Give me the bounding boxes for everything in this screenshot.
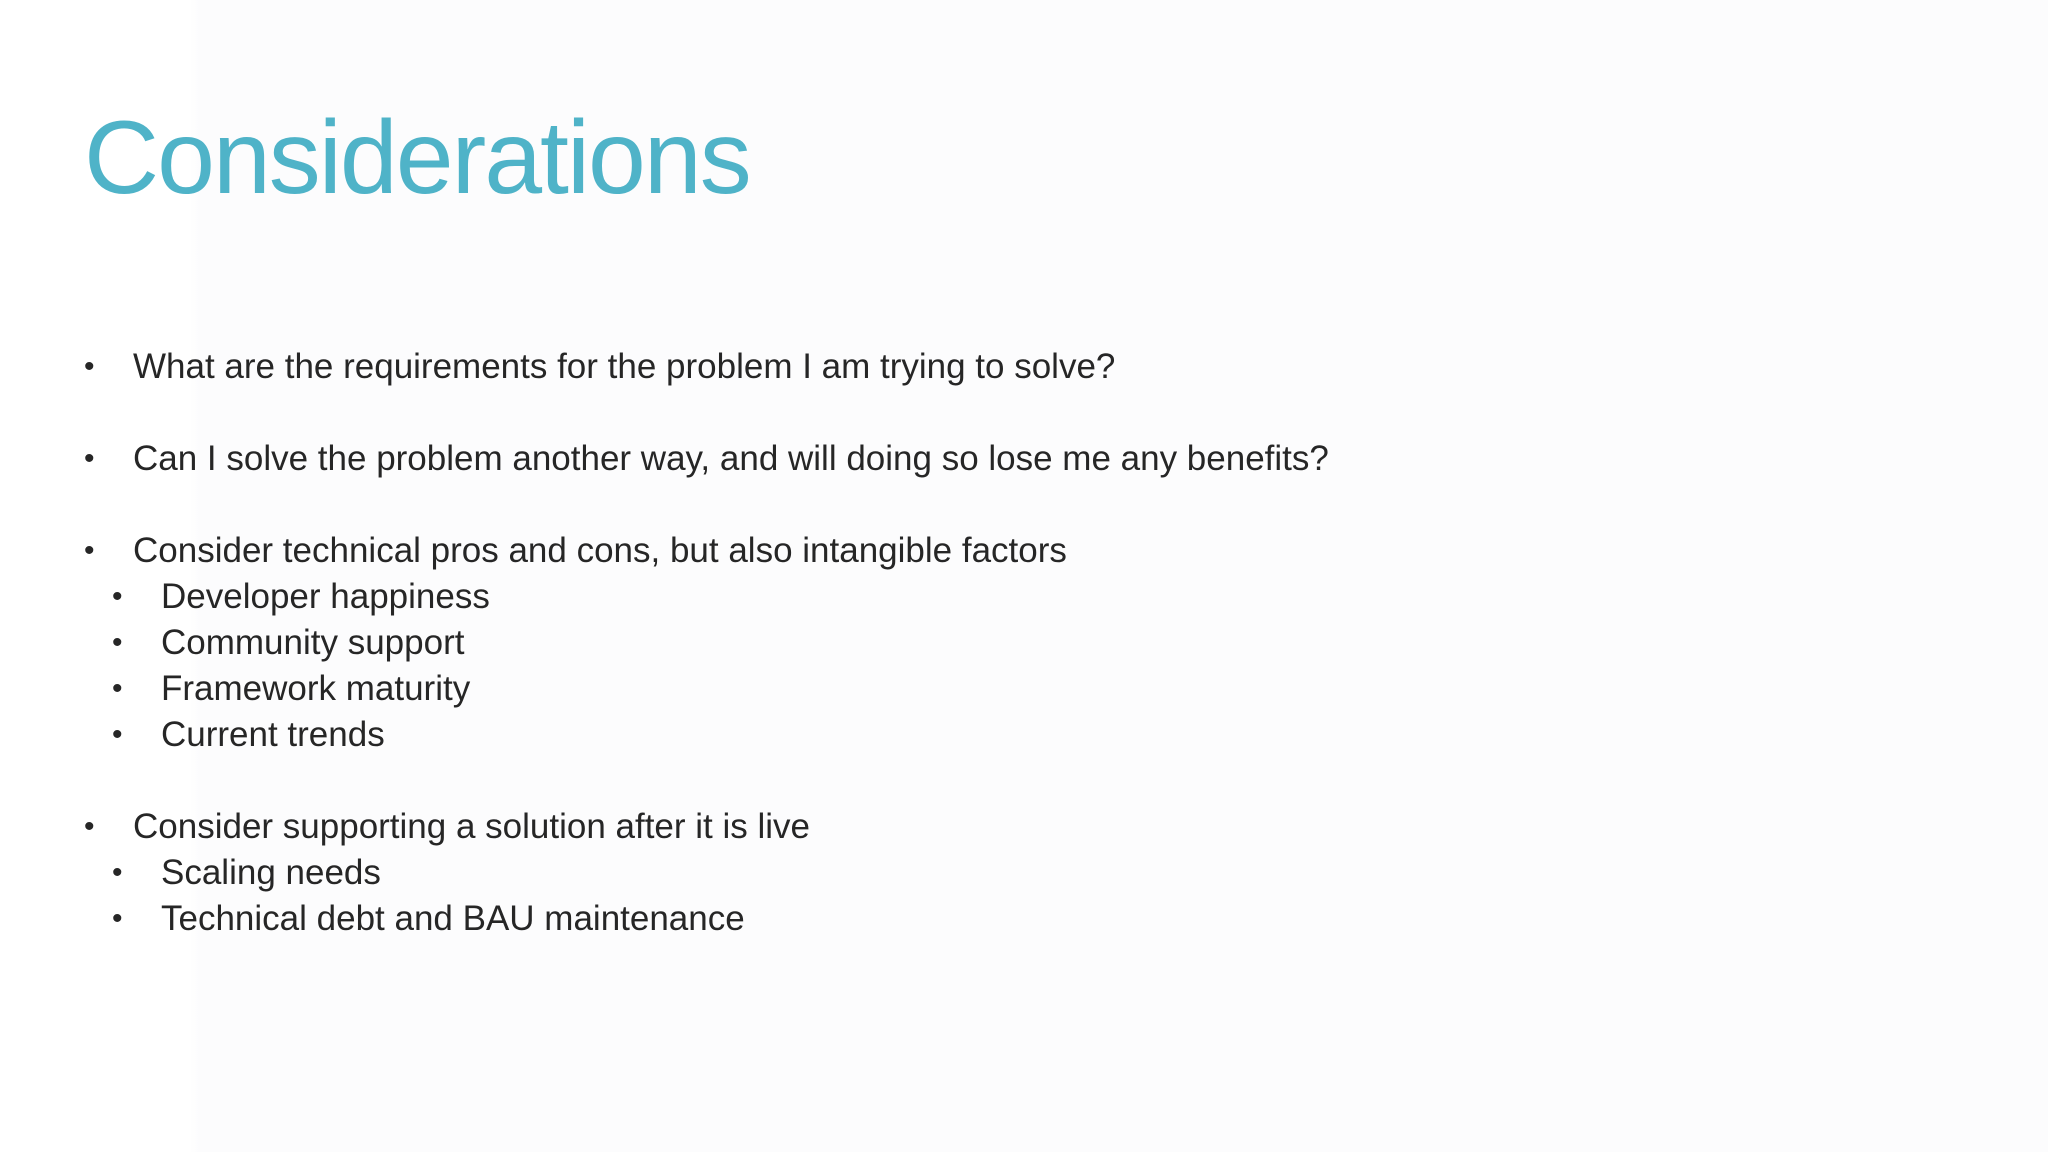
bullet-text: • Consider technical pros and cons, but also intangible factors <box>133 531 1067 570</box>
bullet-text: • What are the requirements for the problem I am trying to solve? <box>133 347 1116 386</box>
slide-title: Considerations <box>84 100 750 216</box>
sub-bullet-item: • Technical debt and BAU maintenance <box>84 896 1984 942</box>
bullet-list <box>84 344 1984 942</box>
bullet-item <box>84 344 1984 390</box>
bullet-item <box>84 804 1984 942</box>
sub-bullet-list <box>84 574 1984 758</box>
bullet-item <box>84 528 1984 758</box>
bullet-item <box>84 436 1984 482</box>
slide-body <box>84 344 1984 988</box>
sub-bullet-item: • Current trends <box>84 712 1984 758</box>
sub-bullet-list <box>84 850 1984 942</box>
bullet-text: • Consider supporting a solution after it is live <box>133 807 811 846</box>
sub-bullet-item: • Scaling needs <box>84 850 1984 896</box>
bullet-text: • Can I solve the problem another way, and will doing so lose me any benefits? <box>133 439 1329 478</box>
sub-bullet-item: • Community support <box>84 620 1984 666</box>
sub-bullet-item: • Framework maturity <box>84 666 1984 712</box>
sub-bullet-item: • Developer happiness <box>84 574 1984 620</box>
